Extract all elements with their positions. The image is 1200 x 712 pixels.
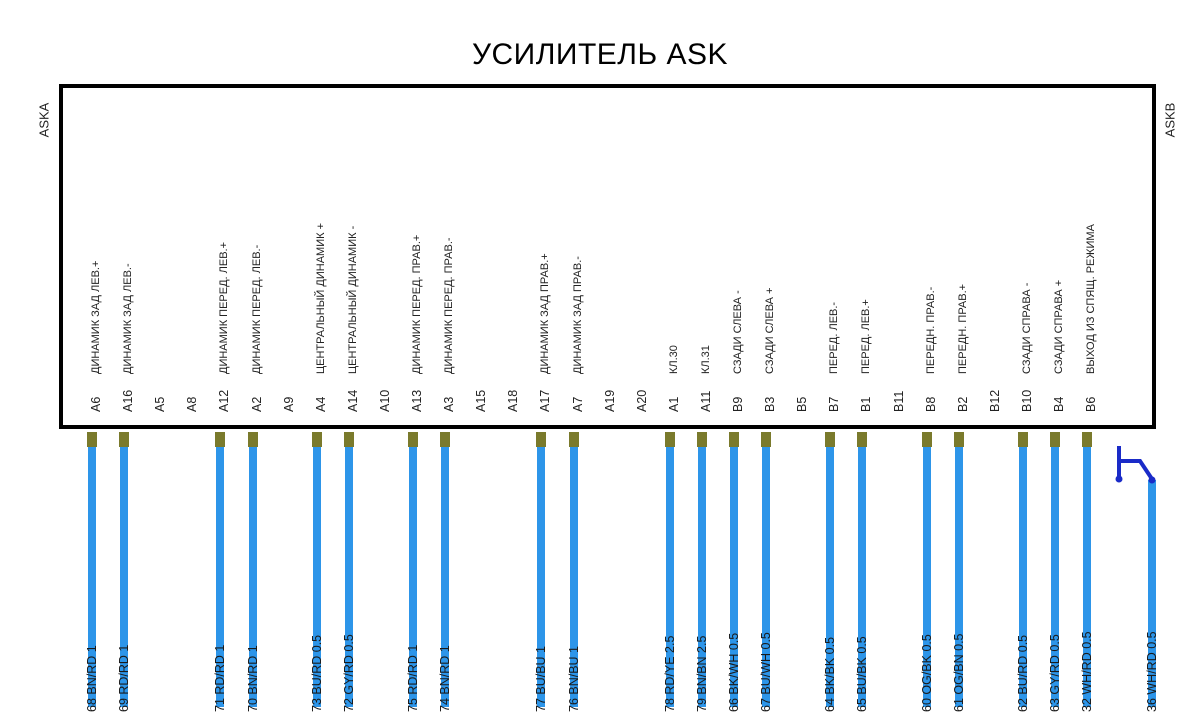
pin-id-a19: A19: [603, 389, 617, 412]
wire-label-b8: 60 OG/BK 0.5: [920, 634, 934, 712]
wire-label-b1: 65 BU/BK 0.5: [855, 636, 869, 712]
pin-desc-a6: ДИНАМИК ЗАД ЛЕВ.+: [90, 260, 102, 374]
pin-desc-b7: ПЕРЕД. ЛЕВ.-: [828, 301, 840, 374]
wire-label-a6: 68 BN/RD 1: [85, 645, 99, 712]
connector-label-left-text: ASKA: [36, 102, 52, 138]
pin-id-b8: B8: [924, 396, 938, 412]
pin-desc-b4: СЗАДИ СПРАВА +: [1053, 279, 1065, 374]
pin-id-b6: B6: [1084, 396, 1098, 412]
pin-desc-b9: СЗАДИ СЛЕВА -: [732, 290, 744, 374]
wire-label-b3: 67 BU/WH 0.5: [759, 632, 773, 712]
pin-id-a12: A12: [217, 389, 231, 412]
wire-label-b4: 63 GY/RD 0.5: [1048, 634, 1062, 712]
pin-id-a20: A20: [635, 389, 649, 412]
pin-id-a1: A1: [667, 396, 681, 412]
wire-label-b9: 66 BK/WH 0.5: [727, 632, 741, 712]
pin-id-b10: B10: [1020, 389, 1034, 412]
pin-id-a11: A11: [699, 390, 713, 412]
wire-label-b2: 61 OG/BN 0.5: [952, 633, 966, 712]
pin-id-a3: A3: [442, 396, 456, 412]
jumper-node-left: [1116, 476, 1123, 483]
wire-label-a4: 73 BU/RD 0.5: [310, 634, 324, 712]
wire-label-a16: 69 RD/RD 1: [117, 644, 131, 712]
pin-id-a6: A6: [89, 396, 103, 412]
pin-id-a13: A13: [410, 389, 424, 412]
pin-desc-a2: ДИНАМИК ПЕРЕД. ЛЕВ.-: [251, 244, 263, 374]
pin-desc-a16: ДИНАМИК ЗАД ЛЕВ.-: [122, 263, 134, 374]
pin-id-b7: B7: [827, 396, 841, 412]
pin-id-a14: A14: [346, 389, 360, 412]
wire-label-a14: 72 GY/RD 0.5: [342, 634, 356, 712]
pin-id-b12: B12: [988, 389, 1002, 412]
connector-label-right-text: ASKB: [1162, 102, 1178, 138]
wire-label-a2: 70 BN/RD 1: [246, 645, 260, 712]
pin-desc-b10: СЗАДИ СПРАВА -: [1021, 282, 1033, 374]
pin-desc-a4: ЦЕНТРАЛЬНЫЙ ДИНАМИК +: [315, 223, 327, 374]
pin-desc-a3: ДИНАМИК ПЕРЕД. ПРАВ.-: [443, 237, 455, 374]
pin-desc-a17: ДИНАМИК ЗАД ПРАВ.+: [539, 253, 551, 374]
pin-id-a10: A10: [378, 389, 392, 412]
pin-id-b4: B4: [1052, 396, 1066, 412]
pin-id-a9: A9: [282, 396, 296, 412]
pin-id-a15: A15: [474, 389, 488, 412]
wire-label-a1: 78 RD/YE 2.5: [663, 635, 677, 712]
pin-desc-b8: ПЕРЕДН. ПРАВ.-: [925, 286, 937, 374]
pin-desc-a14: ЦЕНТРАЛЬНЫЙ ДИНАМИК -: [347, 225, 359, 374]
pin-id-b5: B5: [795, 396, 809, 412]
wire-label-b7: 64 BK/BK 0.5: [823, 636, 837, 712]
wire-label-b6: 32 WH/RD 0.5: [1080, 631, 1094, 712]
pin-desc-a12: ДИНАМИК ПЕРЕД. ЛЕВ.+: [218, 241, 230, 374]
pin-id-a8: A8: [185, 396, 199, 412]
pin-desc-a11: КЛ.31: [700, 345, 712, 374]
wire-label-a11: 79 BN/BN 2.5: [695, 635, 709, 712]
pin-id-a16: A16: [121, 389, 135, 412]
wire-label-a17: 77 BU/BU 1: [534, 645, 548, 712]
jumper-node-right: [1149, 477, 1156, 484]
pin-id-b3: B3: [763, 396, 777, 412]
pin-id-b9: B9: [731, 396, 745, 412]
jumper-line: [1119, 446, 1152, 482]
pin-desc-b1: ПЕРЕД. ЛЕВ.+: [860, 299, 872, 374]
pin-desc-a13: ДИНАМИК ПЕРЕД. ПРАВ.+: [411, 234, 423, 374]
pin-id-b2: B2: [956, 396, 970, 412]
pin-id-a4: A4: [314, 396, 328, 412]
pin-id-a7: A7: [571, 396, 585, 412]
wire-label-a12: 71 RD/RD 1: [213, 644, 227, 712]
pin-id-b1: B1: [859, 396, 873, 412]
diagram-title: УСИЛИТЕЛЬ ASK: [471, 38, 729, 71]
pin-desc-a7: ДИНАМИК ЗАД ПРАВ.-: [572, 256, 584, 374]
pin-desc-b3: СЗАДИ СЛЕВА +: [764, 287, 776, 374]
pin-id-a18: A18: [506, 389, 520, 412]
pin-desc-b6: ВЫХОД ИЗ СПЯЩ. РЕЖИМА: [1085, 224, 1097, 374]
pin-id-a17: A17: [538, 389, 552, 412]
wire-label-a3: 74 BN/RD 1: [438, 645, 452, 712]
wire-label-extra: 36 WH/RD 0.5: [1145, 631, 1159, 712]
pin-desc-b2: ПЕРЕДН. ПРАВ.+: [957, 283, 969, 374]
pin-id-b11: B11: [892, 390, 906, 412]
wire-label-a7: 76 BN/BU 1: [567, 645, 581, 712]
pin-desc-a1: КЛ.30: [668, 345, 680, 374]
wire-label-b10: 62 BU/RD 0.5: [1016, 634, 1030, 712]
wire-label-a13: 75 RD/RD 1: [406, 644, 420, 712]
pin-id-a2: A2: [250, 396, 264, 412]
pin-id-a5: A5: [153, 396, 167, 412]
